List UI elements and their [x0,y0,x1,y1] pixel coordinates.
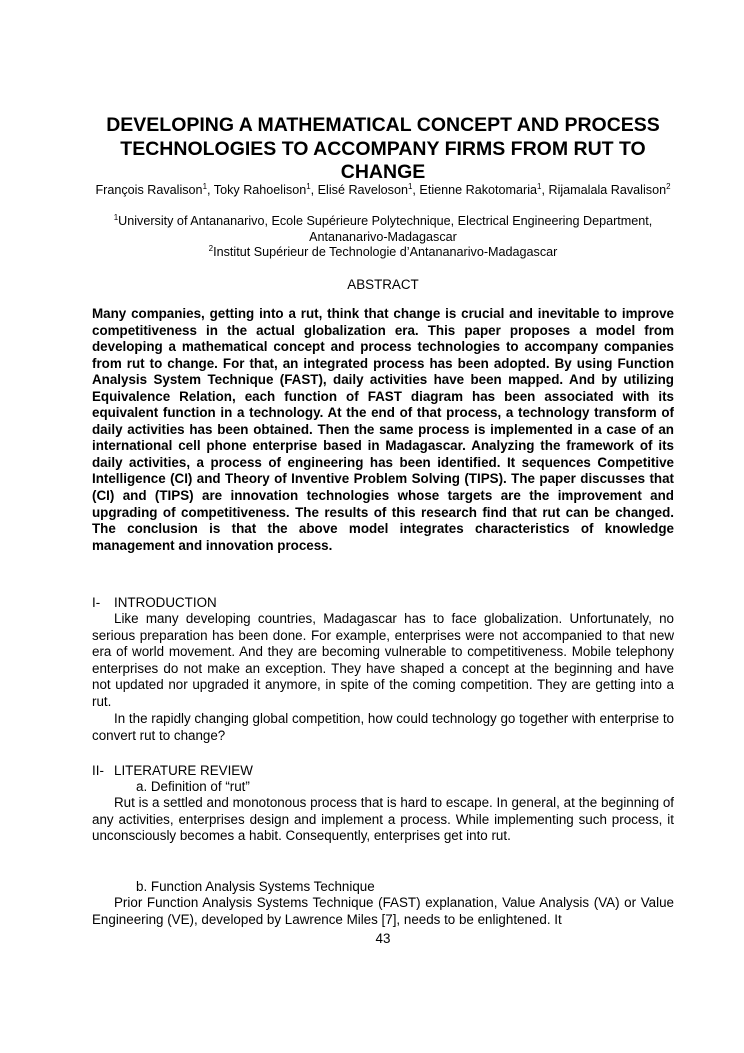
section-heading-introduction [92,595,217,612]
author-name: François Ravalison [95,183,203,197]
author-name: Toky Rahoelison [213,183,307,197]
section-number: I- [92,595,101,610]
author-affiliation-mark: 1 [407,181,413,191]
affiliation-1 [92,213,674,245]
author-separator: , [412,183,420,197]
intro-paragraph-2: In the rapidly changing global competition, how could technology go together with enterprise to convert rut to change? [92,711,674,743]
affiliation-mark: 2 [208,243,214,253]
page-number: 43 [375,931,391,946]
author-separator: , [541,183,549,197]
author-name: Etienne Rakotomaria [419,183,538,197]
author-affiliation-mark: 1 [202,181,208,191]
rut-paragraph: Rut is a settled and monotonous process that is hard to escape. In general, at the beginning of any activities, enterprises design and implement a process. While implementing such process, it unconsciously becomes a habit. Consequently, enterprises get into rut. [92,795,674,844]
affiliation-mark: 1 [113,212,119,222]
subsection-heading-rut: a. Definition of “rut” [136,779,250,794]
affiliation-2 [92,244,674,260]
author-name: Rijamalala Ravalison [548,183,667,197]
author-affiliation-mark: 2 [666,181,671,191]
intro-paragraph-1: Like many developing countries, Madagascar has to face globalization. Unfortunately, no serious preparation has been done. For example, enterprises were not accompanied to that new era of world movement. And they are becoming vulnerable to competitiveness. Mobile telephony enterprises do not make an exception. They have shaped a concept at the beginning and have not updated nor upgraded it anymore, in spite of the coming competition. They are getting into a rut. [92,611,674,709]
section-number: II- [92,763,104,778]
section-title: LITERATURE REVIEW [114,763,253,778]
fast-paragraph: Prior Function Analysis Systems Technique (FAST) explanation, Value Analysis (VA) or Value Engineering (VE), developed by Lawrence Miles [7], needs to be enlightened. It [92,895,674,927]
author-affiliation-mark: 1 [537,181,542,191]
abstract-heading: ABSTRACT [347,277,419,292]
author-affiliation-mark: 1 [306,181,311,191]
abstract-body: Many companies, getting into a rut, think that change is crucial and inevitable to improve competitiveness in the actual globalization era. This paper proposes a model from developing a mathematical concept and process technologies to accompany companies from rut to change. For that, an integrated process has been adopted. By using Function Analysis System Technique (FAST), daily activities have been mapped. And by utilizing Equivalence Relation, each function of FAST diagram has been associated with its equivalent function in a technology. At the end of that process, a technology transform of daily activities has been obtained. Then the same process is implemented in a case of an international cell phone enterprise based in Madagascar. Analyzing the framework of its daily activities, a process of engineering has been identified. It sequences Competitive Intelligence (CI) and Theory of Inventive Problem Solving (TIPS). The paper discusses that (CI) and (TIPS) are innovation technologies whose targets are the improvement and upgrading of competitiveness. The results of this research find that rut can be changed. The conclusion is that the above model integrates characteristics of knowledge management and innovation process. [92,306,674,553]
author-name: Elisé Raveloson [317,183,408,197]
affiliation-text: University of Antananarivo, Ecole Supérieure Polytechnique, Electrical Engineering Department, Antananarivo-Madagascar [118,214,653,244]
section-heading-literature-review [92,763,253,780]
section-title: INTRODUCTION [114,595,217,610]
paper-title: DEVELOPING A MATHEMATICAL CONCEPT AND PROCESS TECHNOLOGIES TO ACCOMPANY FIRMS FROM RUT TO CHANGE [106,114,660,183]
author-list [92,182,674,198]
affiliation-text: Institut Supérieur de Technologie d’Antananarivo-Madagascar [213,245,558,259]
subsection-heading-fast: b. Function Analysis Systems Technique [136,879,375,894]
author-separator: , [207,183,214,197]
author-separator: , [310,183,318,197]
